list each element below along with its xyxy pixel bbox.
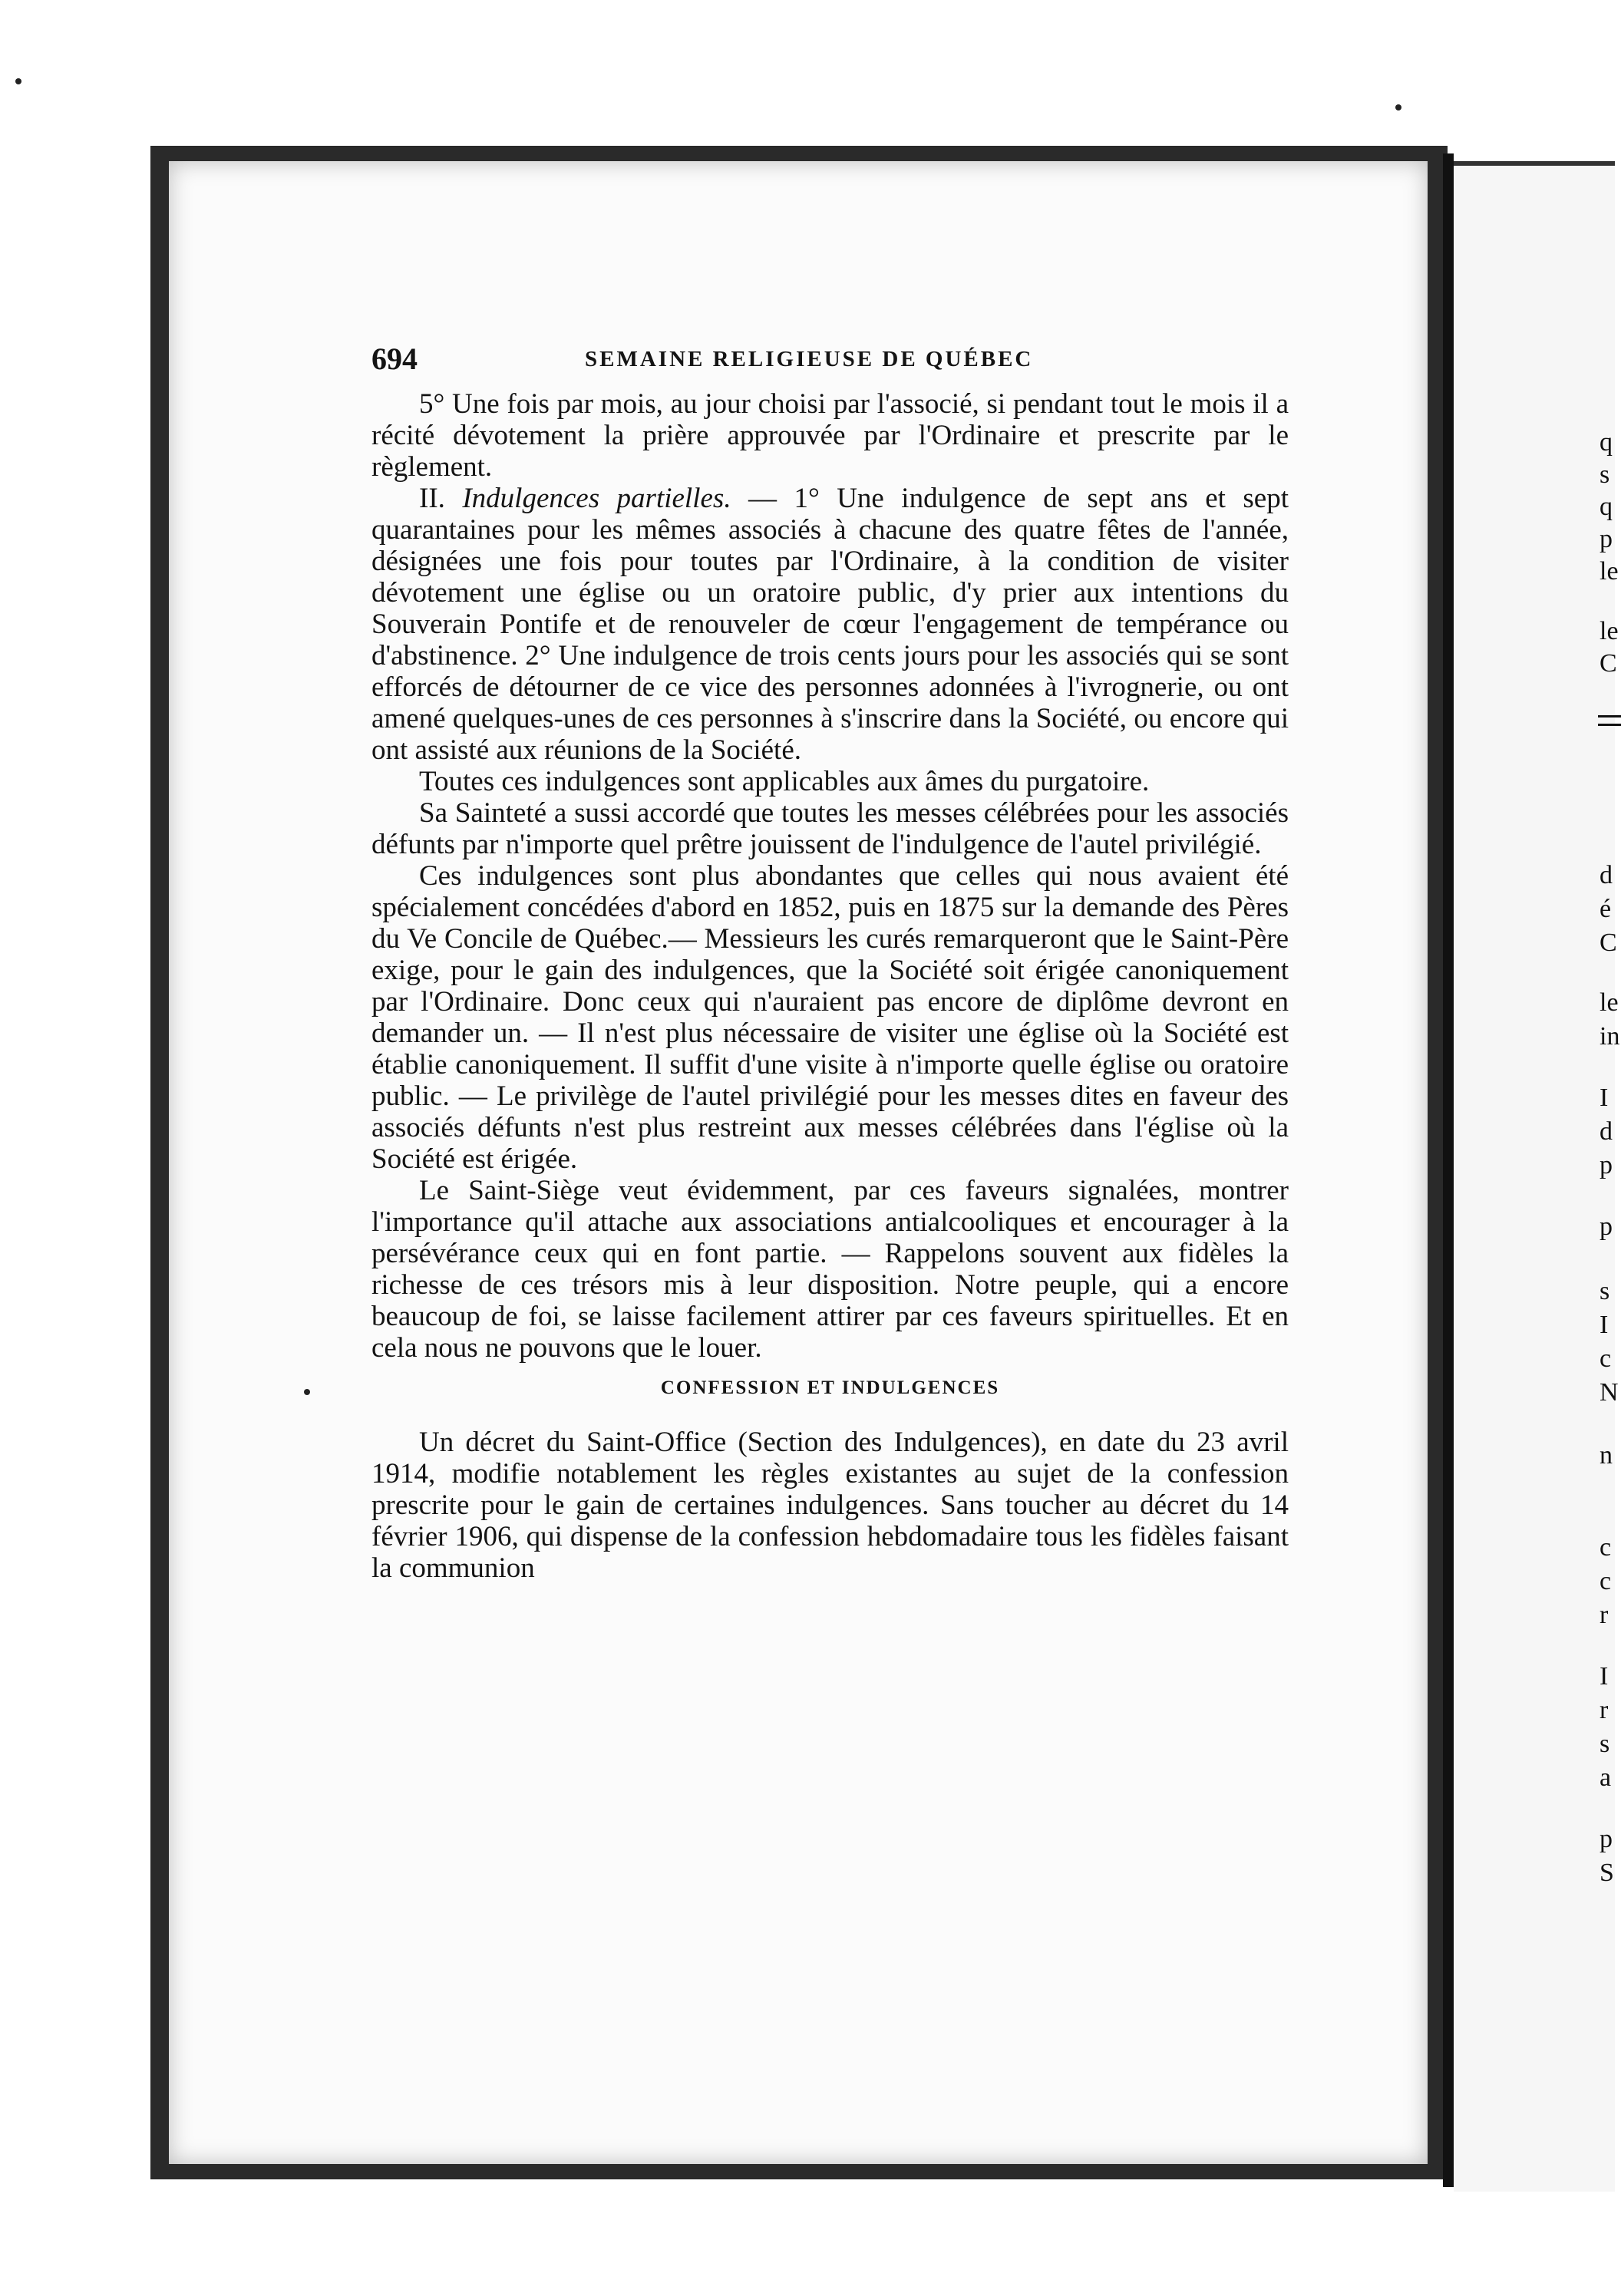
- section-title: CONFESSION ET INDULGENCES: [660, 1377, 1000, 1398]
- facing-letter: p: [1600, 525, 1613, 553]
- paragraph: Un décret du Saint-Office (Section des Indulgences), en date du 23 avril 1914, modifie notablement les règles existantes au sujet de la confession prescrite pour le gain de certaines indulgences. Sans toucher au décret du 14 février 1906, qui dispense de la confession hebdomadaire tous les fidèles faisant la communion: [371, 1427, 1289, 1584]
- facing-letter: s: [1600, 1730, 1610, 1758]
- facing-letter: p: [1600, 1151, 1613, 1179]
- facing-letter: p: [1600, 1825, 1613, 1853]
- facing-letter: c: [1600, 1344, 1612, 1373]
- paragraph-lead: II.: [419, 483, 463, 514]
- facing-letter: le: [1600, 988, 1619, 1017]
- page-header: [371, 338, 1289, 384]
- facing-letter: C: [1600, 649, 1617, 678]
- facing-letter: r: [1600, 1601, 1609, 1629]
- facing-letter: d: [1600, 1117, 1613, 1146]
- facing-letter: S: [1600, 1859, 1614, 1887]
- paragraph-text: — 1° Une indulgence de sept ans et sept quarantaines pour les mêmes associés à chacune des quatre fêtes de l'année, désignées une fois pour toutes par l'Ordinaire, à la condition de visiter dévotement une église ou un oratoire public, d'y prier aux intentions du Souverain Pontife et de renouveler de cœur l'engagement de tempérance ou d'abstinence. 2° Une indulgence de trois cents jours pour les associés qui se sont efforcés de détourner de ce vice des personnes adonnées à l'ivrognerie, ou ont amené quelques-unes de ces personnes à s'inscrire dans la Société, ou encore qui ont assisté aux réunions de la Société.: [371, 483, 1289, 766]
- facing-letter: n: [1600, 1441, 1613, 1470]
- paragraph: Ces indulgences sont plus abondantes que celles qui nous avaient été spécialement concédées d'abord en 1852, puis en 1875 sur la demande des Pères du Ve Concile de Québec.— Messieurs les curés remarqueront que le Saint-Père exige, pour le gain des indulgences, que la Société soit érigée canoniquement par l'Ordinaire. Donc ceux qui n'auraient pas encore de diplôme devront en demander un. — Il n'est plus nécessaire de visiter une église où la Société est établie canoniquement. Il suffit d'une visite à n'importe quelle église ou oratoire public. — Le privilège de l'autel privilégié pour les messes dites en faveur des associés défunts n'est plus restreint aux messes célébrées dans l'église où la Société est érigée.: [371, 860, 1289, 1175]
- page-text: [371, 338, 1289, 1584]
- facing-letter: s: [1600, 460, 1610, 489]
- paragraph: Le Saint-Siège veut évidemment, par ces faveurs signalées, montrer l'importance qu'il attache aux associations antialcooliques et encourager à la persévérance ceux qui en font partie. — Rappelons souvent aux fidèles la richesse de ces trésors mis à leur disposition. Notre peuple, qui a encore beaucoup de foi, se laisse facilement attirer par ces faveurs spirituelles. Et en cela nous ne pouvons que le louer.: [371, 1175, 1289, 1364]
- facing-letter: I: [1600, 1662, 1609, 1691]
- facing-letter: r: [1600, 1696, 1609, 1724]
- paragraph: [371, 483, 1289, 766]
- facing-letter: é: [1600, 895, 1612, 923]
- facing-letter: C: [1600, 929, 1617, 957]
- facing-letter: in: [1600, 1022, 1620, 1051]
- facing-letter: q: [1600, 493, 1613, 521]
- facing-letter: c: [1600, 1567, 1612, 1595]
- facing-letter: N: [1600, 1378, 1619, 1407]
- book-spine: [1443, 153, 1454, 2187]
- paragraph-italic-heading: Indulgences partielles.: [462, 483, 731, 514]
- facing-letter: c: [1600, 1533, 1612, 1562]
- facing-letter: q: [1600, 428, 1613, 457]
- scan-speck: [15, 78, 21, 84]
- facing-letter: I: [1600, 1084, 1609, 1112]
- paragraph: Toutes ces indulgences sont applicables aux âmes du purgatoire.: [419, 766, 1150, 797]
- facing-letter: I: [1600, 1311, 1609, 1339]
- scan-speck: [1395, 104, 1401, 111]
- paragraph: 5° Une fois par mois, au jour choisi par l'associé, si pendant tout le mois il a récité dévotement la prière approuvée par l'Ordinaire et prescrite par le règlement.: [371, 388, 1289, 483]
- facing-letter: d: [1600, 861, 1613, 889]
- facing-letter: le: [1600, 617, 1619, 645]
- facing-page: [1454, 161, 1620, 2192]
- page-number: 694: [371, 341, 418, 376]
- paragraph: Sa Sainteté a sussi accordé que toutes les messes célébrées pour les associés défunts par n'importe quel prêtre jouissent de l'indulgence de l'autel privilégié.: [371, 797, 1289, 860]
- facing-letter: a: [1600, 1763, 1612, 1792]
- facing-rule: [1598, 715, 1621, 726]
- scan-speck: [304, 1389, 310, 1395]
- facing-letter: s: [1600, 1277, 1610, 1305]
- facing-letter: p: [1600, 1212, 1613, 1241]
- running-head: SEMAINE RELIGIEUSE DE QUÉBEC: [585, 347, 1034, 371]
- facing-letter: le: [1600, 557, 1619, 586]
